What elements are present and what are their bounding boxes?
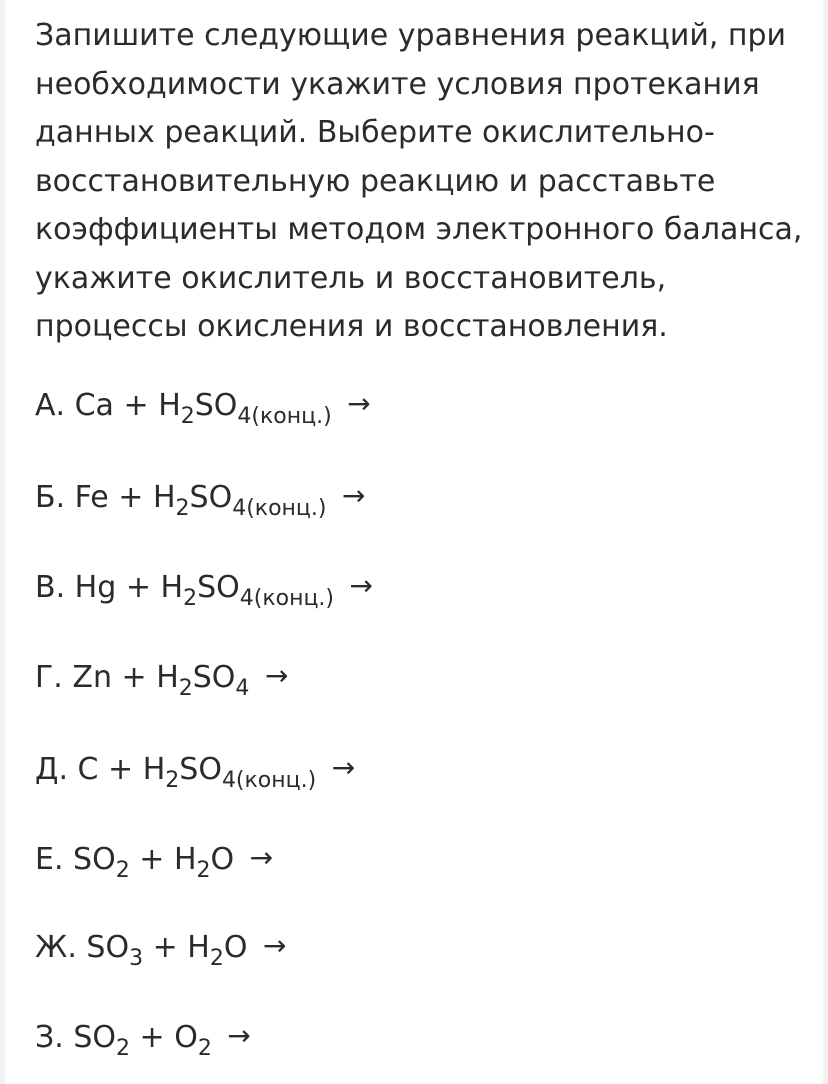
reactant-element: C <box>77 752 99 787</box>
reaction-arrow: → <box>347 387 371 420</box>
reaction-label: Г. <box>35 660 63 695</box>
formula-subscript: 4(конц.) <box>239 586 334 611</box>
document-page <box>5 0 823 1084</box>
plus-sign: + <box>123 388 149 423</box>
reaction-arrow: → <box>227 1019 251 1052</box>
formula-subscript: 2 <box>197 1036 212 1061</box>
acid-formula <box>152 480 327 521</box>
formula-subscript: 2 <box>165 768 180 793</box>
formula-part: O <box>223 930 248 965</box>
formula-subscript: 4(конц.) <box>237 404 332 429</box>
acid-formula <box>142 752 317 793</box>
reaction-label: Б. <box>35 480 66 515</box>
formula-part: H <box>156 660 179 695</box>
reaction-b <box>35 476 366 521</box>
reactant-metal: Ca <box>74 388 114 423</box>
reaction-e <box>35 838 274 883</box>
reaction-label: Е. <box>35 842 64 877</box>
formula-subscript: 3 <box>129 946 144 971</box>
reactant-oxide <box>73 842 130 883</box>
reaction-label: Д. <box>35 752 68 787</box>
plus-sign: + <box>139 842 165 877</box>
reaction-v <box>35 566 374 611</box>
formula-part: SO <box>179 752 222 787</box>
formula-part: SO <box>73 1020 116 1055</box>
reaction-arrow: → <box>342 479 366 512</box>
reactant-water <box>187 930 248 971</box>
formula-part: SO <box>189 480 233 515</box>
formula-subscript: 4(конц.) <box>232 496 327 521</box>
plus-sign: + <box>118 480 144 515</box>
formula-part: H <box>142 752 166 787</box>
formula-subscript: 2 <box>178 676 193 701</box>
formula-part: O <box>174 1020 198 1055</box>
reactant-oxide <box>73 1020 130 1061</box>
reaction-d <box>35 748 356 793</box>
acid-formula <box>158 388 332 429</box>
formula-part: SO <box>73 842 116 877</box>
plus-sign: + <box>121 660 147 695</box>
formula-subscript: 2 <box>115 1036 130 1061</box>
formula-subscript: 2 <box>196 858 211 883</box>
plus-sign: + <box>125 570 151 605</box>
reactant-metal: Zn <box>72 660 112 695</box>
reaction-a <box>35 384 371 429</box>
formula-part: H <box>152 480 176 515</box>
reaction-zh <box>35 926 287 971</box>
reaction-z <box>35 1016 251 1061</box>
formula-part: SO <box>197 570 240 605</box>
reaction-label: З. <box>35 1020 64 1055</box>
plus-sign: + <box>108 752 134 787</box>
formula-part: H <box>160 570 184 605</box>
reaction-label: В. <box>35 570 66 605</box>
reactant-oxygen <box>174 1020 212 1061</box>
formula-subscript: 4(конц.) <box>221 768 317 793</box>
reaction-arrow: → <box>331 751 356 784</box>
acid-formula <box>156 660 250 701</box>
reactant-oxide <box>86 930 144 971</box>
formula-subscript: 2 <box>115 858 130 883</box>
acid-formula <box>160 570 334 611</box>
reaction-label: Ж. <box>35 930 77 965</box>
formula-part: H <box>187 930 210 965</box>
formula-part: H <box>158 388 181 423</box>
reaction-arrow: → <box>264 659 289 692</box>
formula-part: SO <box>192 660 236 695</box>
formula-subscript: 2 <box>180 404 195 429</box>
formula-part: SO <box>86 930 130 965</box>
formula-subscript: 2 <box>209 946 224 971</box>
formula-subscript: 2 <box>183 586 198 611</box>
reaction-arrow: → <box>349 569 374 602</box>
formula-subscript: 2 <box>175 496 190 521</box>
formula-part: SO <box>194 388 238 423</box>
reaction-arrow: → <box>263 929 287 962</box>
formula-subscript: 4 <box>235 676 250 701</box>
task-instructions: Запишите следующие уравнения реакций, при необходимости укажите условия протекания данных реакций. Выберите окислительно-восстановительную реакцию и расставьте коэффициенты методом электронного баланса, укажите окислитель и восстановитель, процессы окисления и восстановления. <box>35 18 803 344</box>
reactant-water <box>173 842 235 883</box>
reaction-arrow: → <box>249 841 274 874</box>
reactant-metal: Hg <box>74 570 117 605</box>
reaction-label: А. <box>35 388 66 423</box>
plus-sign: + <box>139 1020 165 1055</box>
plus-sign: + <box>152 930 178 965</box>
reactant-metal: Fe <box>74 480 109 515</box>
formula-part: H <box>173 842 197 877</box>
reaction-g <box>35 656 289 701</box>
formula-part: O <box>210 842 235 877</box>
